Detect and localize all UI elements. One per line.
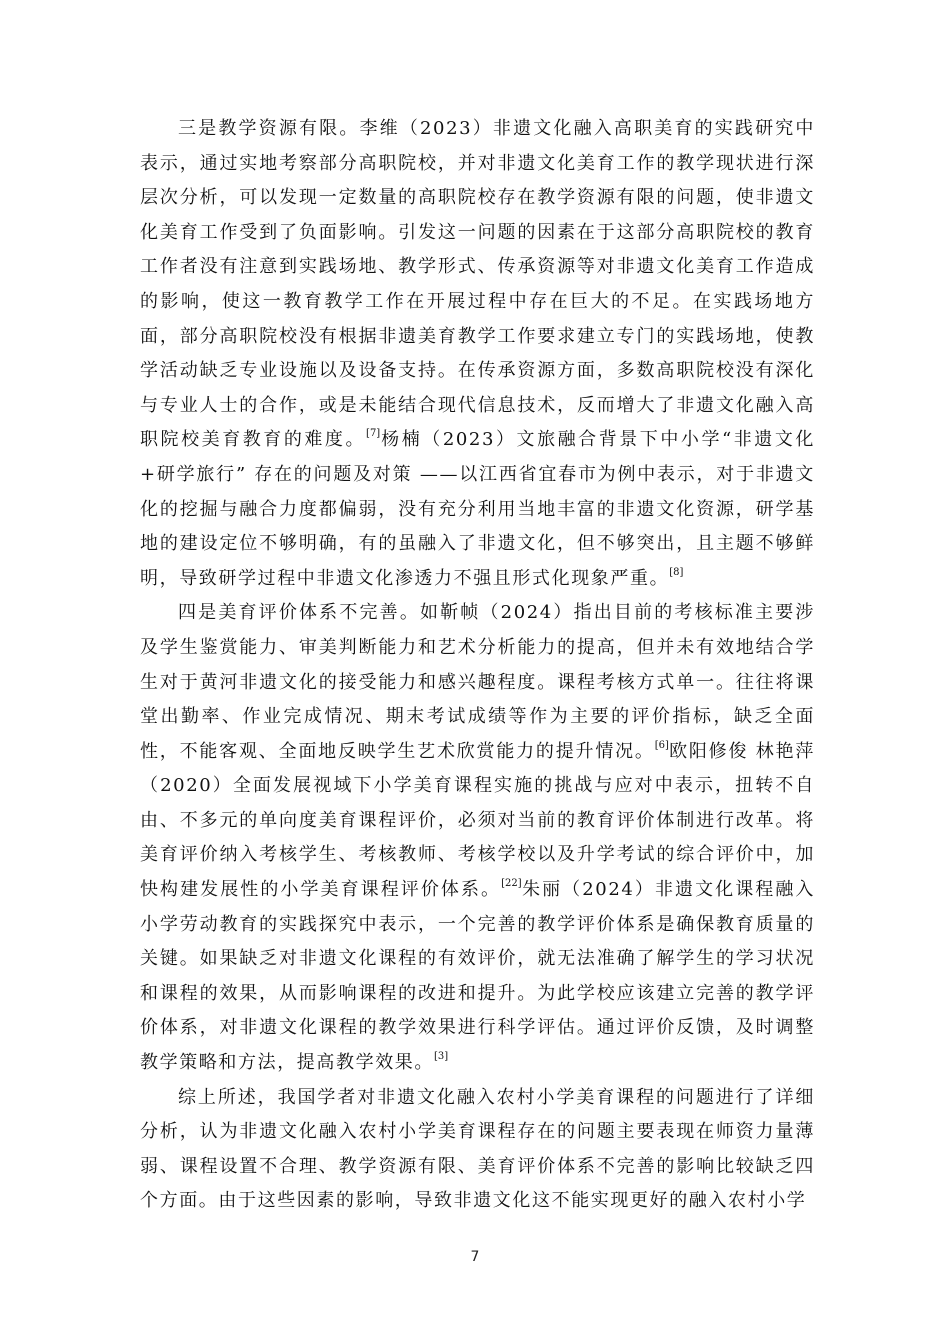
paragraph-text: 四是美育评价体系不完善。如靳帧（2024）指出目前的考核标准主要涉及学生鉴赏能力、审美判断能力和艺术分析能力的提高，但并未有效地结合学生对于黄河非遗文化的接受能力和感兴趣程度。课程考核方式单一。往往将课堂出勤率、作业完成情况、期末考试成绩等作为主要的评价指标，缺乏全面性，不能客观、全面地反映学生艺术欣赏能力的提升情况。 [140, 602, 815, 762]
paragraph-text: 朱丽（2024）非遗文化课程融入小学劳动教育的实践探究中表示，一个完善的教学评价体系是确保教育质量的关键。如果缺乏对非遗文化课程的有效评价，就无法准确了解学生的学习状况和课程的效果，从而影响课程的改进和提升。为此学校应该建立完善的教学评价体系，对非遗文化课程的教学效果进行科学评估。通过评价反馈，及时调整教学策略和方法，提高教学效果。 [140, 879, 815, 1074]
citation-marker: [6] [654, 739, 669, 751]
paragraph-summary [140, 1081, 815, 1219]
citation-marker: [8] [669, 566, 684, 578]
paragraph-text: 欧阳修俊 林艳萍（2020）全面发展视域下小学美育课程实施的挑战与应对中表示，扭转不自由、不多元的单向度美育课程评价，必须对当前的教育评价体制进行改革。将美育评价纳入考核学生、考核教师、考核学校以及升学考试的综合评价中，加快构建发展性的小学美育课程评价体系。 [140, 740, 815, 901]
page-number: 7 [470, 1249, 480, 1265]
paragraph-text: 三是教学资源有限。李维（2023）非遗文化融入高职美育的实践研究中表示，通过实地考察部分高职院校，并对非遗文化美育工作的教学现状进行深层次分析，可以发现一定数量的高职院校存在教学资源有限的问题，使非遗文化美育工作受到了负面影响。引发这一问题的因素在于这部分高职院校的教育工作者没有注意到实践场地、教学形式、传承资源等对非遗文化美育工作造成的影响，使这一教育教学工作在开展过程中存在巨大的不足。在实践场地方面，部分高职院校没有根据非遗美育教学工作要求建立专门的实践场地，使教学活动缺乏专业设施以及设备支持。在传承资源方面，多数高职院校没有深化与专业人士的合作，或是未能结合现代信息技术，反而增大了非遗文化融入高职院校美育教育的难度。 [140, 118, 815, 451]
paragraph-evaluation-system [140, 596, 815, 1080]
body-text [140, 112, 815, 1219]
paragraph-teaching-resources [140, 112, 815, 596]
citation-marker: [22] [501, 878, 522, 890]
paragraph-text: 综上所述，我国学者对非遗文化融入农村小学美育课程的问题进行了详细分析，认为非遗文化融入农村小学美育课程存在的问题主要表现在师资力量薄弱、课程设置不合理、教学资源有限、美育评价体系不完善的影响比较缺乏四个方面。由于这些因素的影响，导致非遗文化这不能实现更好的融入农村小学 [140, 1086, 815, 1212]
paragraph-text: 杨楠（2023）文旅融合背景下中小学“非遗文化+研学旅行” 存在的问题及对策 ——以江西省宜春市为例中表示，对于非遗文化的挖掘与融合力度都偏弱，没有充分利用当地丰富的非遗文化资源，研学基地的建设定位不够明确，有的虽融入了非遗文化，但不够突出，且主题不够鲜明，导致研学过程中非遗文化渗透力不强且形式化现象严重。 [140, 429, 815, 589]
citation-marker: [7] [366, 428, 381, 440]
citation-marker: [3] [434, 1051, 449, 1063]
